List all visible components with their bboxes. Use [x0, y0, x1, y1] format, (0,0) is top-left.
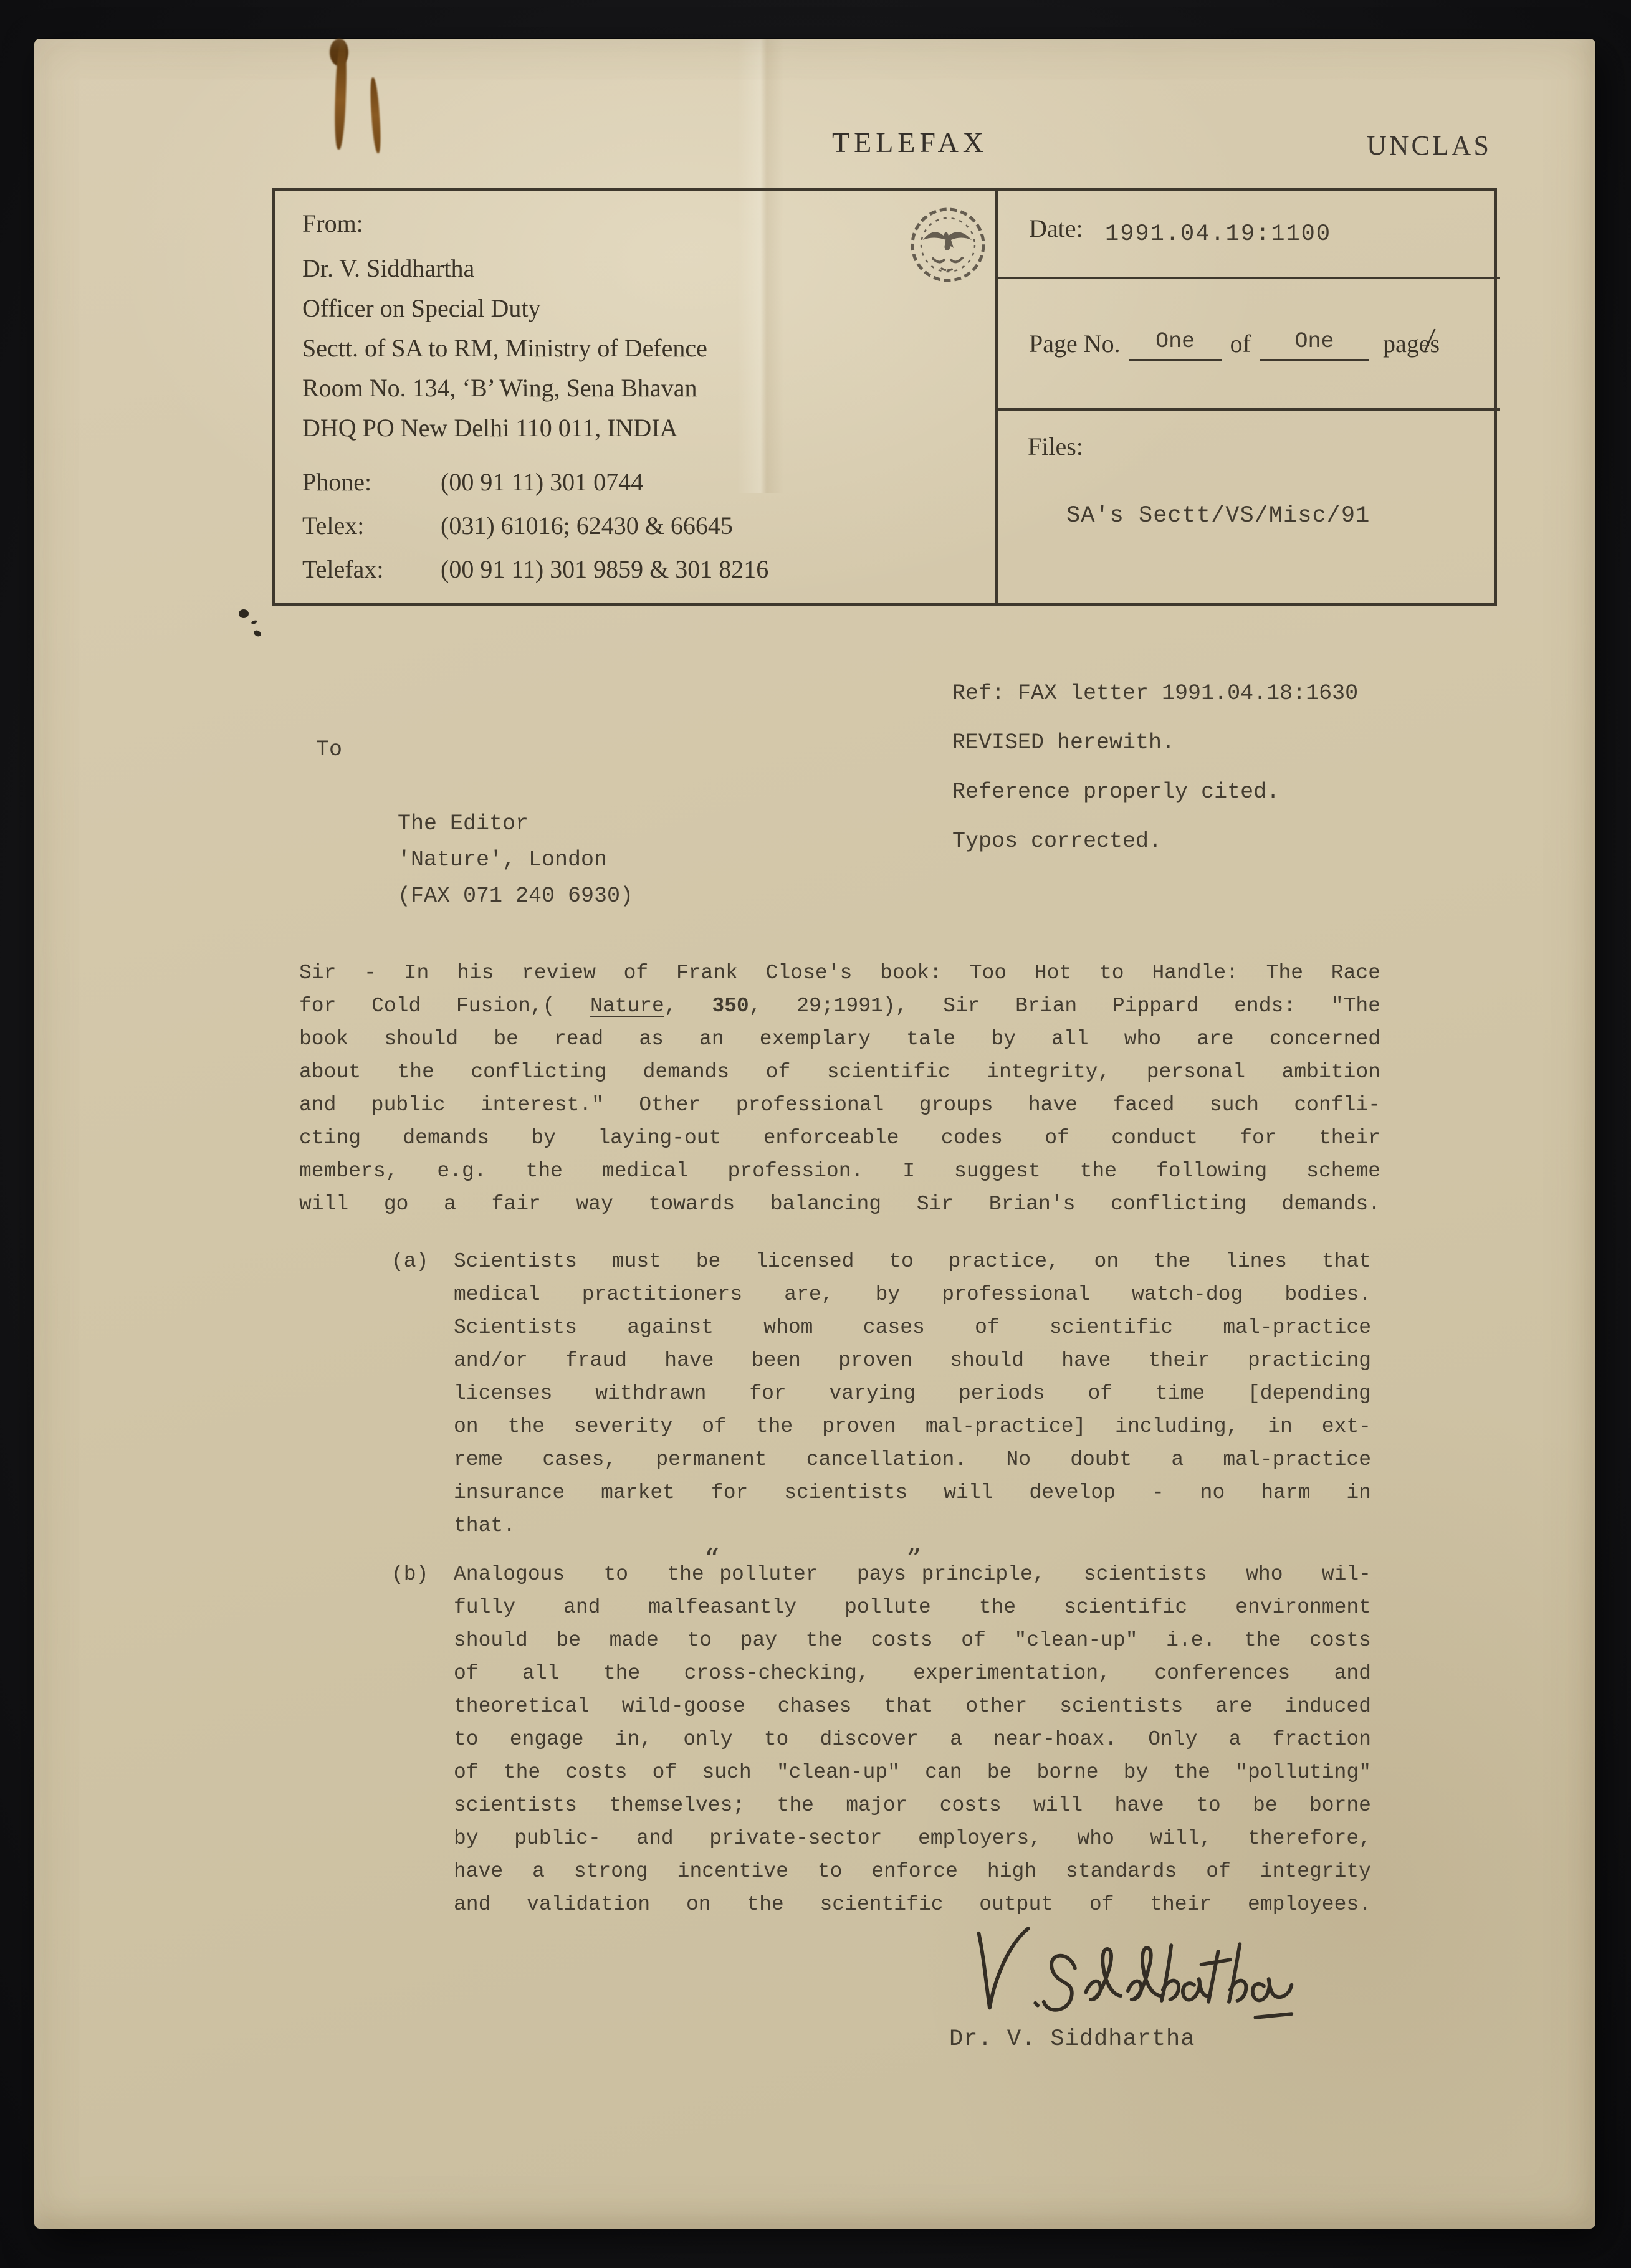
date-value: 1991.04.19:1100: [1105, 221, 1332, 247]
text-line: for Cold Fusion,( Nature, 350, 29;1991), Sir Brian Pippard ends: "The: [299, 994, 1380, 1017]
text-line: of all the cross-checking, experimentation, conferences and: [454, 1662, 1371, 1685]
text-line: fully and malfeasantly pollute the scientific environment: [454, 1596, 1371, 1619]
fax-page: [34, 39, 1595, 2229]
page-total-blank: [1260, 329, 1369, 361]
text-line: Scientists against whom cases of scientific mal-practice: [454, 1316, 1371, 1339]
text-line: scientists themselves; the major costs will have to be borne: [454, 1794, 1371, 1817]
handwritten-signature: [968, 1913, 1317, 2033]
text-line: to engage in, only to discover a near-hoax. Only a fraction: [454, 1728, 1371, 1751]
item-b-text: [454, 1542, 1371, 1921]
phone-value: (00 91 11) 301 0744: [441, 468, 644, 496]
letter-opening-paragraph: [299, 956, 1380, 1221]
text-line: that.: [454, 1514, 516, 1537]
phone-row: [302, 460, 768, 504]
eagle-ink-stamp-icon: [907, 204, 989, 286]
text-line: insurance market for scientists will develop - no harm in: [454, 1481, 1371, 1504]
struck-plural-s: s /: [1430, 329, 1440, 358]
files-value: SA's Sectt/VS/Misc/91: [1066, 503, 1370, 529]
text-line: members, e.g. the medical profession. I suggest the following scheme: [299, 1160, 1380, 1183]
telefax-label: Telefax:: [302, 555, 384, 583]
text-line: have a strong incentive to enforce high standards of integrity: [454, 1860, 1371, 1883]
text-line: by public- and private-sector employers, who will, therefore,: [454, 1827, 1371, 1850]
text-line: Room No. 134, ‘B’ Wing, Sena Bhavan: [302, 374, 697, 402]
pages-word: page: [1382, 330, 1430, 358]
phone-label: Phone:: [302, 468, 372, 496]
text-line: REVISED herewith.: [952, 730, 1175, 755]
text-line: of the costs of such "clean-up" can be borne by the "polluting": [454, 1761, 1371, 1784]
text-line: about the conflicting demands of scientific integrity, personal ambition: [299, 1060, 1380, 1084]
document-type-heading: TELEFAX: [832, 126, 988, 158]
files-row: [998, 413, 1500, 607]
ink-speck: [251, 619, 257, 624]
text-line: DHQ PO New Delhi 110 011, INDIA: [302, 414, 678, 442]
text-line: and validation on the scientific output of their employees.: [454, 1893, 1371, 1916]
text-line: Scientists must be licensed to practice, on the lines that: [454, 1250, 1371, 1273]
date-row: [998, 191, 1500, 279]
text-line: Analogous to the“polluter pays”principle, scientists who wil-: [454, 1542, 1371, 1586]
ink-speck: [253, 629, 262, 638]
files-label: Files:: [1028, 432, 1083, 460]
telefax-row: [302, 548, 768, 591]
signatory-typed-name: Dr. V. Siddhartha: [949, 2026, 1195, 2052]
text-line: and/or fraud have been proven should have their practicing: [454, 1349, 1371, 1372]
telefax-value: (00 91 11) 301 9859 & 301 8216: [441, 555, 769, 583]
text-line: cting demands by laying-out enforceable codes of conduct for their: [299, 1127, 1380, 1150]
page-count-line: [1029, 329, 1440, 361]
text-line: Dr. V. Siddhartha: [302, 254, 475, 282]
text-line: reme cases, permanent cancellation. No doubt a mal-practice: [454, 1448, 1371, 1471]
from-label: From:: [302, 209, 363, 237]
sender-panel: [275, 191, 995, 603]
fax-header-form: [272, 188, 1497, 606]
date-label: Date:: [1029, 214, 1083, 242]
page-no-label: Page No.: [1029, 330, 1121, 358]
text-line: Ref: FAX letter 1991.04.18:1630: [952, 681, 1359, 706]
text-line: should be made to pay the costs of "clean-up" i.e. the costs: [454, 1629, 1371, 1652]
text-line: 'Nature', London: [398, 847, 608, 872]
text-line: Officer on Special Duty: [302, 294, 541, 322]
list-item-a: [391, 1245, 1371, 1542]
to-label: To: [316, 737, 343, 762]
telex-value: (031) 61016; 62430 & 66645: [441, 512, 733, 540]
page-total-value: One: [1294, 329, 1334, 354]
of-label: of: [1230, 330, 1251, 358]
item-a-label: (a): [391, 1250, 429, 1273]
text-line: and public interest." Other professional groups have faced such confli-: [299, 1094, 1380, 1117]
staple-rust-streak: [369, 77, 382, 154]
text-line: The Editor: [398, 811, 529, 836]
routing-panel: [995, 191, 1500, 603]
item-a-text: [454, 1245, 1371, 1542]
classification-marking: UNCLAS: [1367, 130, 1492, 161]
text-line: Reference properly cited.: [952, 779, 1280, 804]
text-line: will go a fair way towards balancing Sir Brian's conflicting demands.: [299, 1193, 1380, 1216]
recipient-address: [398, 806, 633, 914]
text-line: theoretical wild-goose chases that other scientists are induced: [454, 1695, 1371, 1718]
sender-contact-numbers: [302, 460, 768, 591]
text-line: Sir - In his review of Frank Close's book: Too Hot to Handle: The Race: [299, 961, 1380, 984]
text-line: book should be read as an exemplary tale by all who are concerned: [299, 1027, 1380, 1051]
page-number-value: One: [1155, 329, 1195, 354]
text-line: Typos corrected.: [952, 829, 1162, 854]
text-line: medical practitioners are, by professional watch-dog bodies.: [454, 1283, 1371, 1306]
text-line: on the severity of the proven mal-practice] including, in ext-: [454, 1415, 1371, 1438]
page-number-blank: [1129, 329, 1222, 361]
item-b-label: (b): [391, 1563, 429, 1586]
text-line: (FAX 071 240 6930): [398, 884, 634, 908]
sender-address: [302, 249, 707, 448]
page-row: [998, 282, 1500, 411]
text-line: licenses withdrawn for varying periods of time [depending: [454, 1382, 1371, 1405]
telex-label: Telex:: [302, 512, 365, 540]
text-line: Sectt. of SA to RM, Ministry of Defence: [302, 334, 707, 362]
ink-speck: [239, 609, 249, 618]
list-item-b: [391, 1542, 1371, 1921]
telex-row: [302, 504, 768, 548]
reference-note-block: [952, 669, 1358, 866]
